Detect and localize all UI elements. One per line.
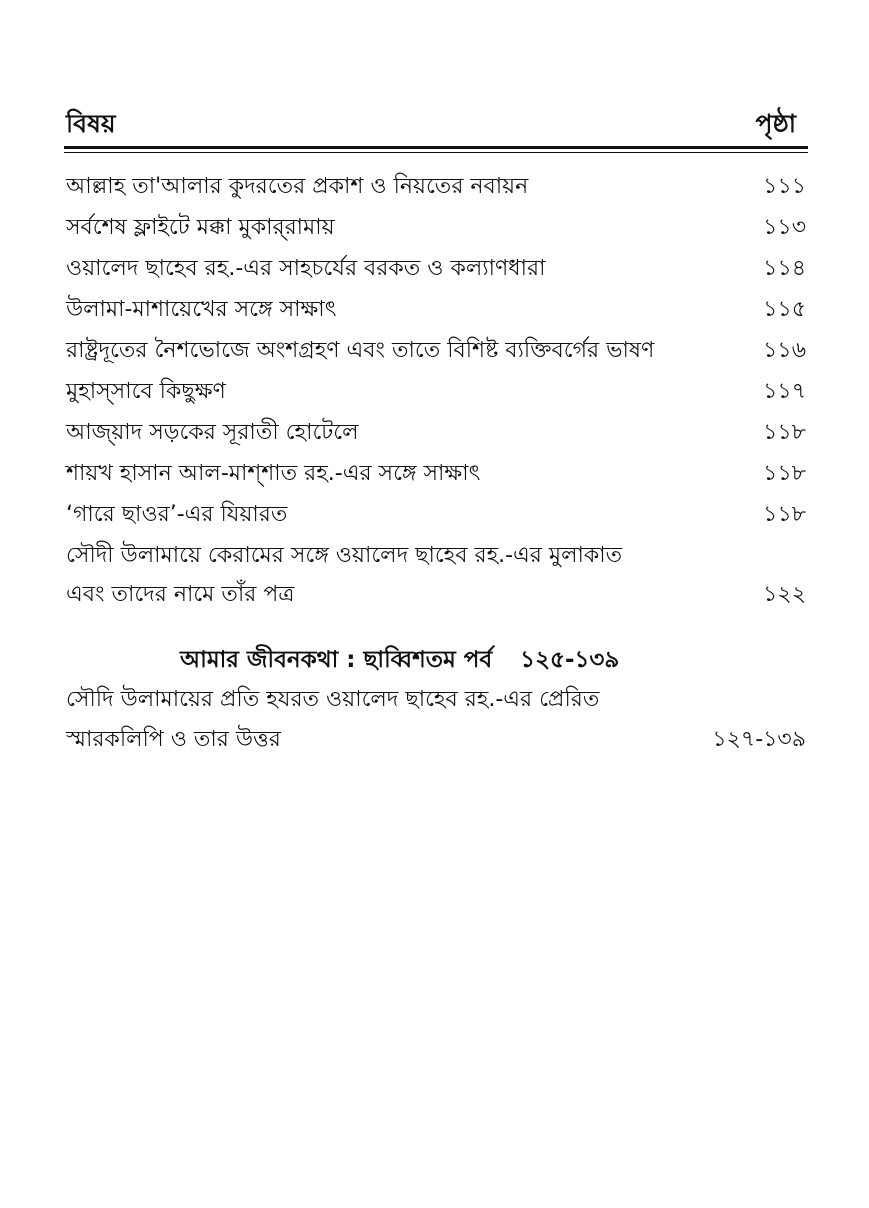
entry-page-number: ১১৬ — [763, 338, 806, 363]
entry-title: উলামা-মাশায়েখের সঙ্গে সাক্ষাৎ — [66, 297, 337, 322]
header-divider-thin — [64, 152, 808, 153]
toc-entry — [66, 289, 806, 330]
entry-page-number: ১১১ — [763, 174, 806, 199]
page-column-label: পৃষ্ঠা — [755, 109, 796, 138]
entry-title-line1: সৌদী উলামায়ে কেরামের সঙ্গে ওয়ালেদ ছাহেব রহ.-এর মুলাকাত — [66, 543, 623, 568]
entry-title: মুহাস্‌সাবে কিছুক্ষণ — [66, 379, 226, 404]
section-entry-page-number: ১২৭-১৩৯ — [712, 727, 806, 752]
entry-page-number: ১১৪ — [763, 256, 806, 281]
entry-page-number: ১১৮ — [763, 420, 806, 445]
section-page-range: ১২৫-১৩৯ — [520, 647, 620, 673]
entry-page-number: ১১৭ — [763, 379, 806, 404]
toc-entry — [66, 494, 806, 535]
toc-entry — [66, 330, 806, 371]
toc-entry — [66, 248, 806, 289]
toc-entry — [66, 412, 806, 453]
toc-entry-multiline — [66, 535, 806, 615]
entry-page-number: ১১৮ — [763, 502, 806, 527]
entry-title: ‘গারে ছাওর’-এর যিয়ারত — [66, 502, 288, 527]
section-title: আমার জীবনকথা : ছাব্বিশতম পর্ব — [180, 647, 493, 673]
entry-title: আজ্‌য়াদ সড়কের সূরাতী হোটেলে — [66, 420, 359, 445]
toc-entry — [66, 166, 806, 207]
entry-page-number: ১১৮ — [763, 461, 806, 486]
toc-entry — [66, 371, 806, 412]
toc-entry — [66, 453, 806, 494]
entry-title: সর্বশেষ ফ্লাইটে মক্কা মুকার্‌রামায় — [66, 215, 335, 240]
entry-title: ওয়ালেদ ছাহেব রহ.-এর সাহচর্যের বরকত ও কল্যাণধারা — [66, 256, 546, 281]
toc-entry — [66, 207, 806, 248]
toc-entries — [66, 166, 806, 615]
entry-page-number: ১১৩ — [763, 215, 806, 240]
section-entry-line1: সৌদি উলামায়ের প্রতি হযরত ওয়ালেদ ছাহেব রহ.-এর প্রেরিত — [66, 687, 600, 712]
entry-page-number: ১১৫ — [763, 297, 806, 322]
entry-title: আল্লাহ তা'আলার কুদরতের প্রকাশ ও নিয়তের নবায়ন — [66, 174, 529, 199]
entry-page-number: ১২২ — [763, 582, 806, 607]
entry-title: শায়খ হাসান আল-মাশ্‌শাত রহ.-এর সঙ্গে সাক্ষাৎ — [66, 461, 481, 486]
subject-column-label: বিষয় — [66, 109, 116, 138]
section-heading — [180, 640, 740, 680]
toc-header — [66, 104, 806, 144]
entry-title-line2: এবং তাদের নামে তাঁর পত্র — [66, 582, 295, 607]
section-entry — [66, 680, 806, 760]
entry-title: রাষ্ট্রদূতের নৈশভোজে অংশগ্রহণ এবং তাতে বিশিষ্ট ব্যক্তিবর্গের ভাষণ — [66, 338, 655, 363]
header-divider-thick — [64, 146, 808, 149]
section-entry-line2: স্মারকলিপি ও তার উত্তর — [66, 727, 281, 752]
